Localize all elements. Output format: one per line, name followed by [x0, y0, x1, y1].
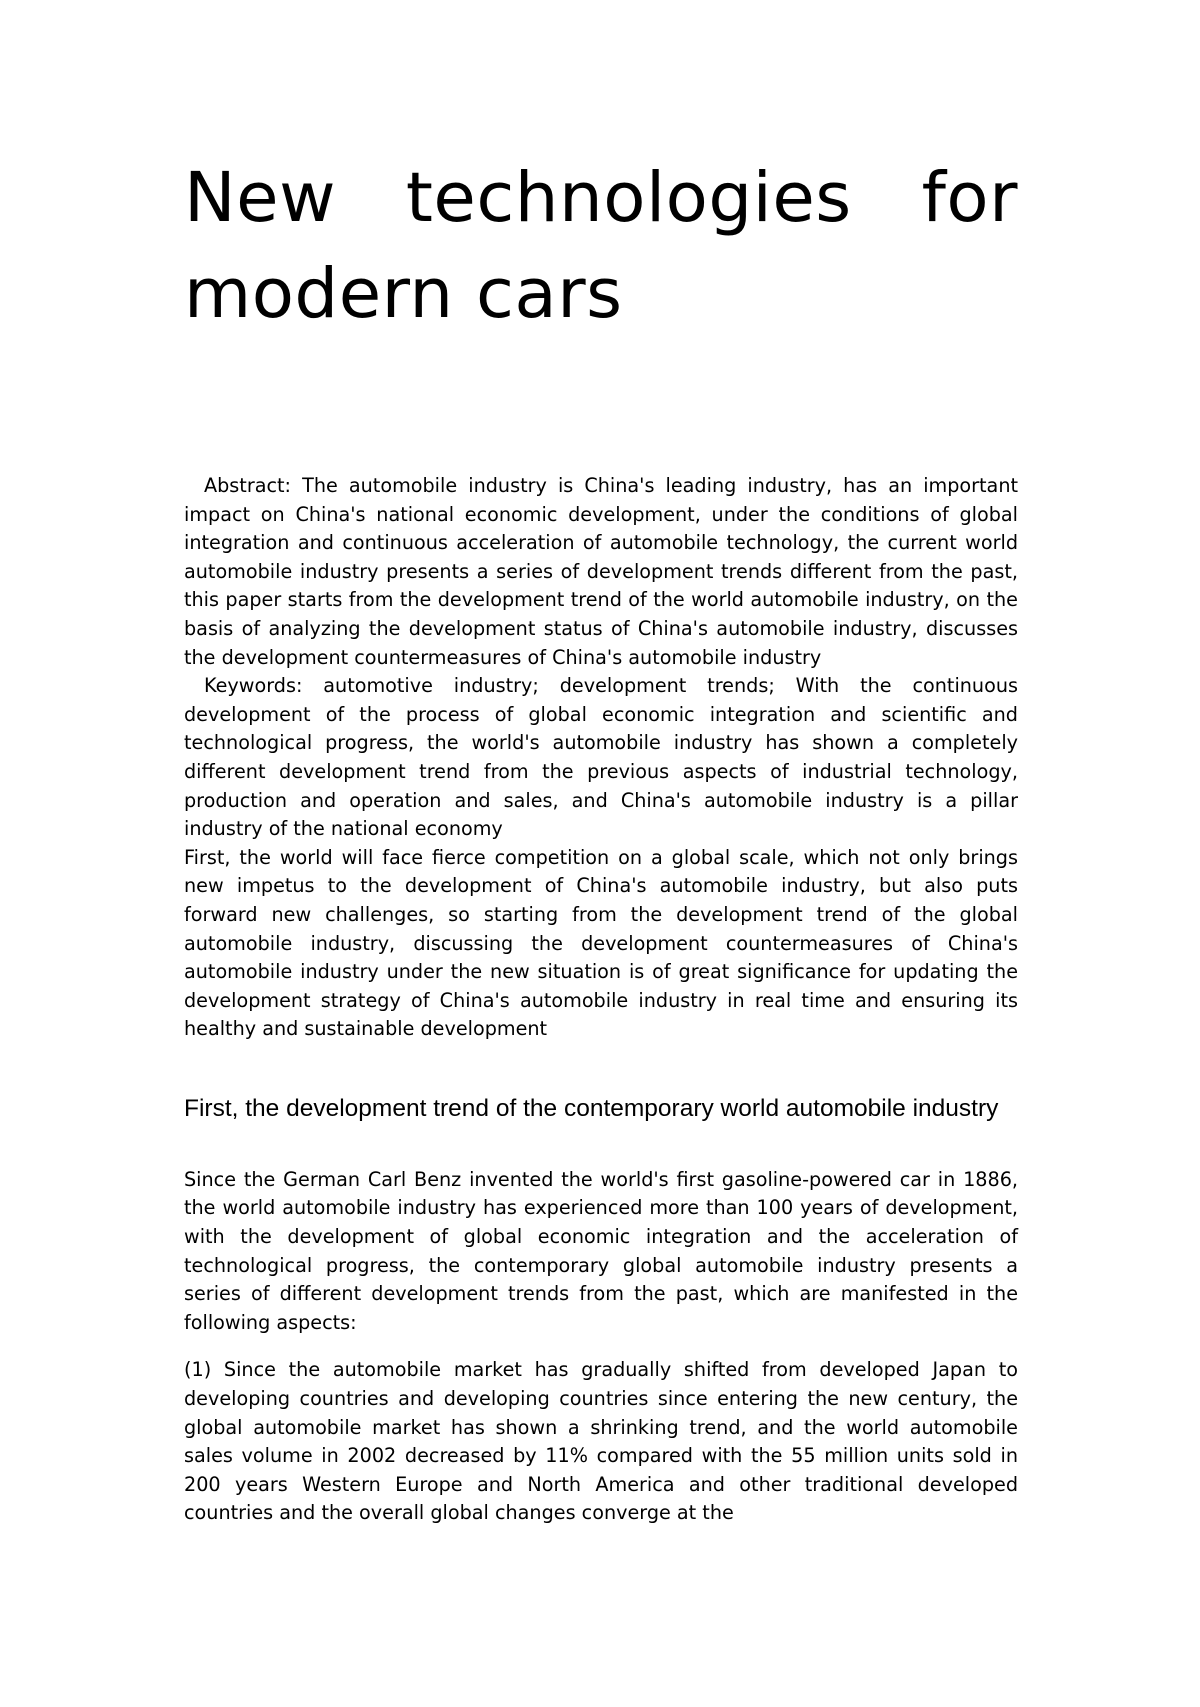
abstract-block	[184, 472, 1018, 1044]
abstract-paragraph: Abstract: The automobile industry is China's leading industry, has an important impact on China's national economic development, under the conditions of global integration and continuous acceleration of automobile technology, the current world automobile industry presents a series of development trends different from the past, this paper starts from the development trend of the world automobile industry, on the basis of analyzing the development status of China's automobile industry, discusses the development countermeasures of China's automobile industry	[184, 474, 1018, 669]
body-paragraph-2: (1) Since the automobile market has gradually shifted from developed Japan to developing countries and developing countries since entering the new century, the global automobile market has shown a shrinking trend, and the world automobile sales volume in 2002 decreased by 11% compared with the 55 million units sold in 200 years Western Europe and North America and other traditional developed countries and the overall global changes converge at the	[184, 1358, 1018, 1525]
body-paragraph-1: Since the German Carl Benz invented the world's first gasoline-powered car in 1886, the world automobile industry has experienced more than 100 years of development, with the development of global economic integration and the acceleration of technological progress, the contemporary global automobile industry presents a series of different development trends from the past, which are manifested in the following aspects:	[184, 1167, 1018, 1334]
section-heading: First, the development trend of the contemporary world automobile industry	[184, 1094, 999, 1122]
keywords-paragraph: Keywords: automotive industry; development trends; With the continuous development of the process of global economic integration and scientific and technological progress, the world's automobile industry has shown a completely different development trend from the previous aspects of industrial technology, production and operation and sales, and China's automobile industry is a pillar industry of the national economy	[184, 674, 1018, 841]
document-title: New technologies for modern cars	[184, 158, 1018, 334]
intro-paragraph: First, the world will face fierce competition on a global scale, which not only brings new impetus to the development of China's automobile industry, but also puts forward new challenges, so starting from the development trend of the global automobile industry, discussing the development countermeasures of China's automobile industry under the new situation is of great significance for updating the development strategy of China's automobile industry in real time and ensuring its healthy and sustainable development	[184, 845, 1018, 1041]
section-body	[184, 1166, 1018, 1528]
document-content	[184, 150, 1018, 1528]
